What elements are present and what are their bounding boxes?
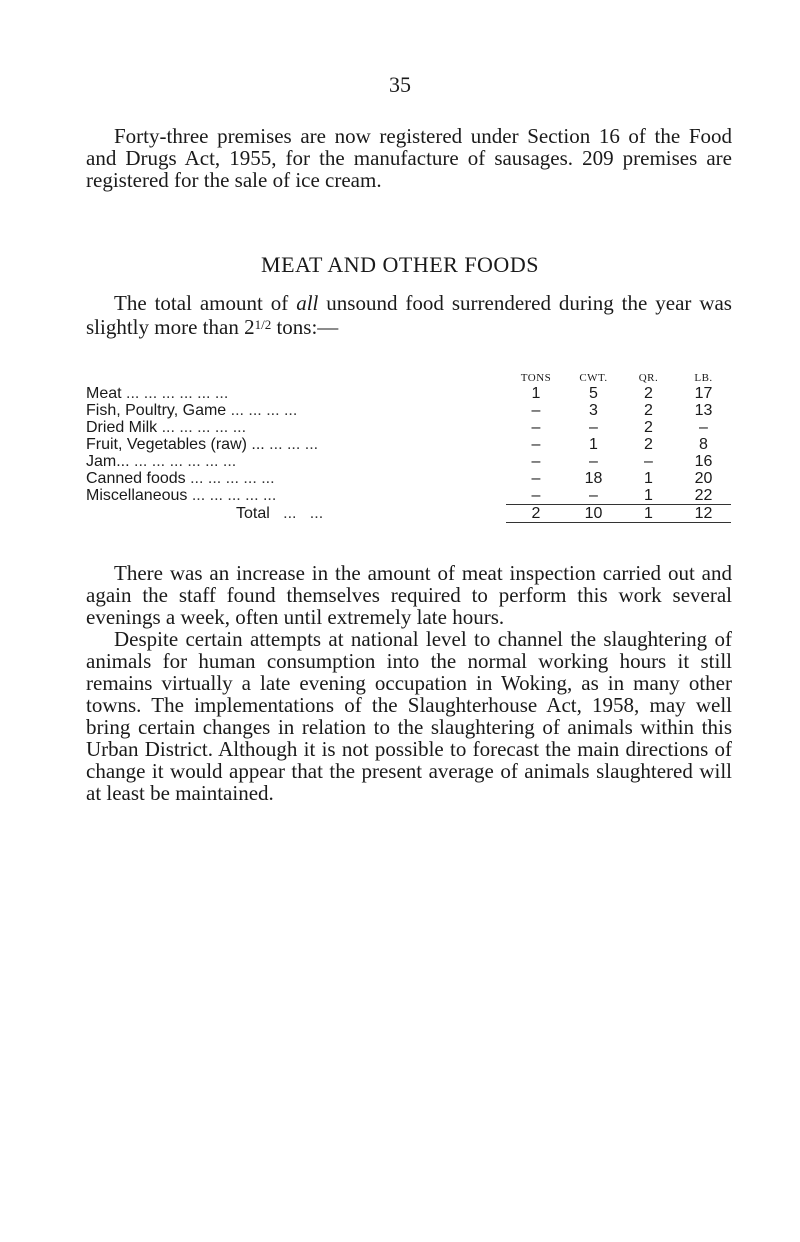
table-row xyxy=(86,402,731,419)
summary-tail: tons:— xyxy=(271,315,339,339)
unsound-food-table xyxy=(86,372,731,523)
cell-cwt: – xyxy=(589,419,598,436)
row-label: Meat ... ... ... ... ... ... xyxy=(86,385,229,402)
summary-fraction: 1/2 xyxy=(254,317,272,332)
cell-qr: 2 xyxy=(644,385,653,402)
table-header-row xyxy=(86,372,731,385)
summary-emphasis: all xyxy=(296,291,319,315)
table-row xyxy=(86,453,731,470)
table-row xyxy=(86,385,731,402)
table-row xyxy=(86,487,731,505)
cell-tons: – xyxy=(531,436,541,453)
cell-cwt: – xyxy=(589,453,598,470)
total-lb: 12 xyxy=(676,505,731,523)
header-qr: QR. xyxy=(638,372,659,384)
cell-lb: – xyxy=(699,419,708,436)
cell-tons: 1 xyxy=(531,385,541,402)
cell-tons: – xyxy=(531,453,541,470)
cell-cwt: 5 xyxy=(589,385,598,402)
total-tons: 2 xyxy=(506,505,566,523)
body-text xyxy=(86,562,732,804)
cell-tons: – xyxy=(531,419,541,436)
cell-tons: – xyxy=(506,487,566,505)
cell-tons: – xyxy=(531,470,541,487)
row-label: Fish, Poultry, Game ... ... ... ... xyxy=(86,402,298,419)
paragraph-slaughtering: Despite certain attempts at national level to channel the slaughtering of animals for human consumption into the normal working hours it still remains virtually a late evening occupation in Woking, as in many other towns. The implementations of the Slaughterhouse Act, 1958, may well bring certain changes in relation to the slaughtering of animals within this Urban District. Although it is not possible to forecast the main directions of change it would appear that the present average of animals slaughtered will at least be maintained. xyxy=(86,627,732,805)
row-label: Fruit, Vegetables (raw) ... ... ... ... xyxy=(86,436,319,453)
cell-cwt: 18 xyxy=(584,470,603,487)
cell-tons: – xyxy=(531,402,541,419)
cell-qr: 1 xyxy=(621,487,676,505)
cell-qr: 2 xyxy=(644,436,653,453)
cell-qr: – xyxy=(644,453,653,470)
row-label: Dried Milk ... ... ... ... ... xyxy=(86,419,247,436)
summary-paragraph xyxy=(86,292,732,338)
table-row xyxy=(86,470,731,487)
row-label: Jam... ... ... ... ... ... ... xyxy=(86,453,237,470)
total-row xyxy=(86,505,731,523)
header-cwt: CWT. xyxy=(579,372,608,384)
table-row xyxy=(86,436,731,453)
intro-paragraph: Forty-three premises are now registered under Section 16 of the Food and Drugs Act, 1955, for the manufacture of sausages. 209 premises are registered for the sale of ice cream. xyxy=(86,124,732,192)
cell-cwt: – xyxy=(566,487,621,505)
summary-after: unsound food surrendered during the year was slightly more than 2 xyxy=(86,291,732,339)
cell-qr: 2 xyxy=(644,419,653,436)
total-cwt: 10 xyxy=(566,505,621,523)
page-number: 35 xyxy=(389,72,411,97)
section-heading: MEAT AND OTHER FOODS xyxy=(261,252,539,277)
cell-lb: 13 xyxy=(694,402,713,419)
total-label: Total ... ... xyxy=(236,505,324,522)
header-lb: LB. xyxy=(694,372,713,384)
cell-lb: 17 xyxy=(694,385,713,402)
summary-before: The total amount of xyxy=(114,291,297,315)
cell-lb: 22 xyxy=(676,487,731,505)
cell-cwt: 1 xyxy=(589,436,598,453)
table-row xyxy=(86,419,731,436)
cell-lb: 20 xyxy=(694,470,713,487)
cell-cwt: 3 xyxy=(589,402,598,419)
paragraph-meat-inspection: There was an increase in the amount of meat inspection carried out and again the staff found themselves required to perform this work several evenings a week, often until extremely late hours. xyxy=(86,561,732,629)
cell-qr: 1 xyxy=(644,470,653,487)
cell-lb: 8 xyxy=(699,436,708,453)
total-qr: 1 xyxy=(621,505,676,523)
row-label: Miscellaneous ... ... ... ... ... xyxy=(86,487,277,505)
row-label: Canned foods ... ... ... ... ... xyxy=(86,470,275,487)
cell-qr: 2 xyxy=(644,402,653,419)
cell-lb: 16 xyxy=(694,453,713,470)
header-tons: TONS xyxy=(520,372,552,384)
